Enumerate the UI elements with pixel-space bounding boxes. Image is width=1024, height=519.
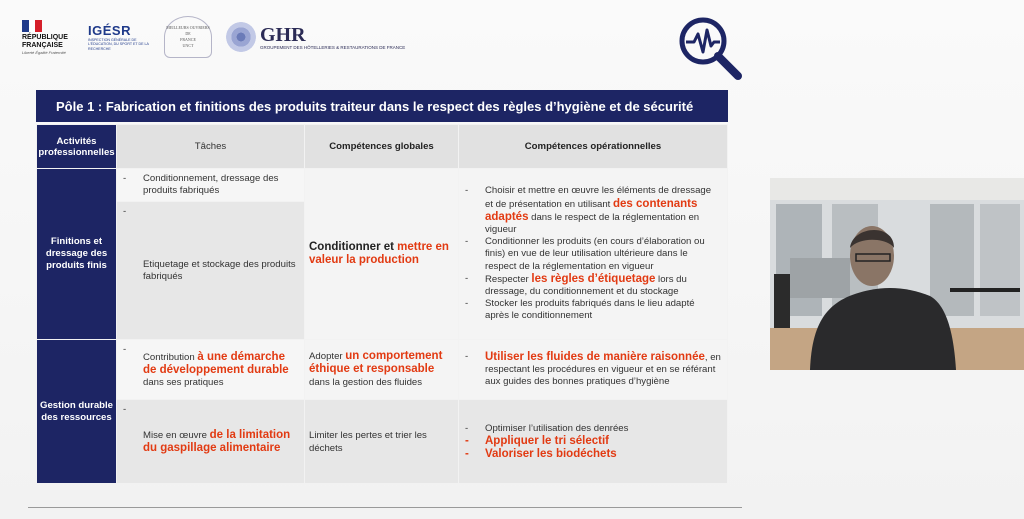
task-developpement-durable <box>117 340 305 400</box>
list-item: - Appliquer le tri sélectif <box>465 435 721 447</box>
webcam-video-feed <box>770 178 1024 370</box>
list-item <box>465 273 721 298</box>
list-item: - Stocker les produits fabriqués dans le lieu adapté après le conditionnement <box>465 298 721 322</box>
table-row <box>37 400 728 484</box>
task-text: dans ses pratiques <box>143 376 224 388</box>
rf-line2: FRANÇAISE <box>22 41 63 49</box>
activity-finitions: Finitions et dressage des produits finis <box>37 169 117 340</box>
table-row <box>37 169 728 202</box>
seal-bottom: FRANCE <box>180 37 196 42</box>
ghr-emblem-icon <box>226 22 256 52</box>
header-tasks: Tâches <box>117 125 305 169</box>
seal-foot: UNCT <box>182 43 194 48</box>
global-conditionner <box>305 169 459 340</box>
table-row <box>37 340 728 400</box>
header-activities: Activités professionnelles <box>37 125 117 169</box>
partner-logos <box>22 14 405 60</box>
op-highlight: les règles d’étiquetage <box>531 272 656 285</box>
list-item: - Valoriser les biodéchets <box>465 448 721 460</box>
slide-title-banner <box>36 90 728 122</box>
header-global: Compétences globales <box>305 125 459 169</box>
task-etiquetage: - Etiquetage et stockage des produits fabriqués <box>117 202 305 340</box>
republique-francaise-logo <box>22 20 74 55</box>
ghr-name: GHR <box>260 23 306 46</box>
op-text: Respecter <box>485 273 532 285</box>
global-highlight: un comportement éthique et responsable <box>309 350 443 375</box>
operational-finitions <box>459 169 728 340</box>
op-text: dans le respect de la réglementation en vigueur <box>485 211 700 235</box>
list-item <box>465 351 721 389</box>
list-item <box>465 185 721 236</box>
task-conditionnement: - Conditionnement, dressage des produits fabriqués <box>117 169 305 202</box>
op-highlight: des contenants adaptés <box>485 197 698 223</box>
seal-top: MEILLEURS OUVRIERS <box>166 25 210 30</box>
competences-table <box>36 124 728 484</box>
global-dechets: Limiter les pertes et trier les déchets <box>305 400 459 484</box>
french-flag-icon <box>22 20 42 32</box>
ghr-subtitle: GROUPEMENT DES HÔTELLERIES & RESTAURATIONS DE FRANCE <box>260 44 406 50</box>
list-item: - Optimiser l’utilisation des denrées <box>465 423 721 435</box>
global-text: Adopter <box>309 351 346 362</box>
list-item: - Conditionner les produits (en cours d’élaboration ou finis) en vue de leur utilisation ultérieure dans le respect de la réglementation en vigueur <box>465 236 721 273</box>
operational-dechets <box>459 400 728 484</box>
bottom-divider <box>28 507 742 508</box>
rf-motto: Liberté Égalité Fraternité <box>22 49 66 55</box>
mof-seal-logo <box>164 16 212 58</box>
rf-line1: RÉPUBLIQUE <box>22 33 68 41</box>
global-comportement <box>305 340 459 400</box>
header-operational: Compétences opérationnelles <box>459 125 728 169</box>
operational-fluides <box>459 340 728 400</box>
op-highlight: Utiliser les fluides de manière raisonnée <box>485 350 705 363</box>
seal-mid: DE <box>185 31 191 36</box>
task-highlight: à une démarche de développement durable <box>143 350 289 376</box>
global-highlight: mettre en valeur la production <box>309 241 449 266</box>
op-text: lors du dressage, du conditionnement et du stockage <box>485 273 687 297</box>
igesr-logo <box>88 23 150 52</box>
task-text: Contribution <box>143 351 198 363</box>
ghr-logo <box>226 22 405 52</box>
igesr-name: IGÉSR <box>88 22 131 38</box>
table-header-row <box>37 125 728 169</box>
global-text: Conditionner et <box>309 241 398 253</box>
global-text: dans la gestion des fluides <box>309 377 423 388</box>
task-gaspillage <box>117 400 305 484</box>
task-text: Mise en œuvre <box>143 429 210 441</box>
slide-title: Pôle 1 : Fabrication et finitions des produits traiteur dans le respect des règles d’hygiène et de sécurité <box>56 98 694 114</box>
op-text: Choisir et mettre en œuvre les éléments de dressage et de présentation en utilisant <box>485 185 712 210</box>
activity-gestion: Gestion durable des ressources <box>37 340 117 484</box>
task-highlight: de la limitation du gaspillage alimentaire <box>143 428 291 454</box>
op-text: , en respectant les procédures en vigueur et en se référant aux guides des bonnes pratiques d’hygiène <box>485 351 721 388</box>
magnifier-pulse-icon <box>676 14 744 82</box>
igesr-subtitle: INSPECTION GÉNÉRALE DE L'ÉDUCATION, DU SPORT ET DE LA RECHERCHE <box>88 37 149 51</box>
